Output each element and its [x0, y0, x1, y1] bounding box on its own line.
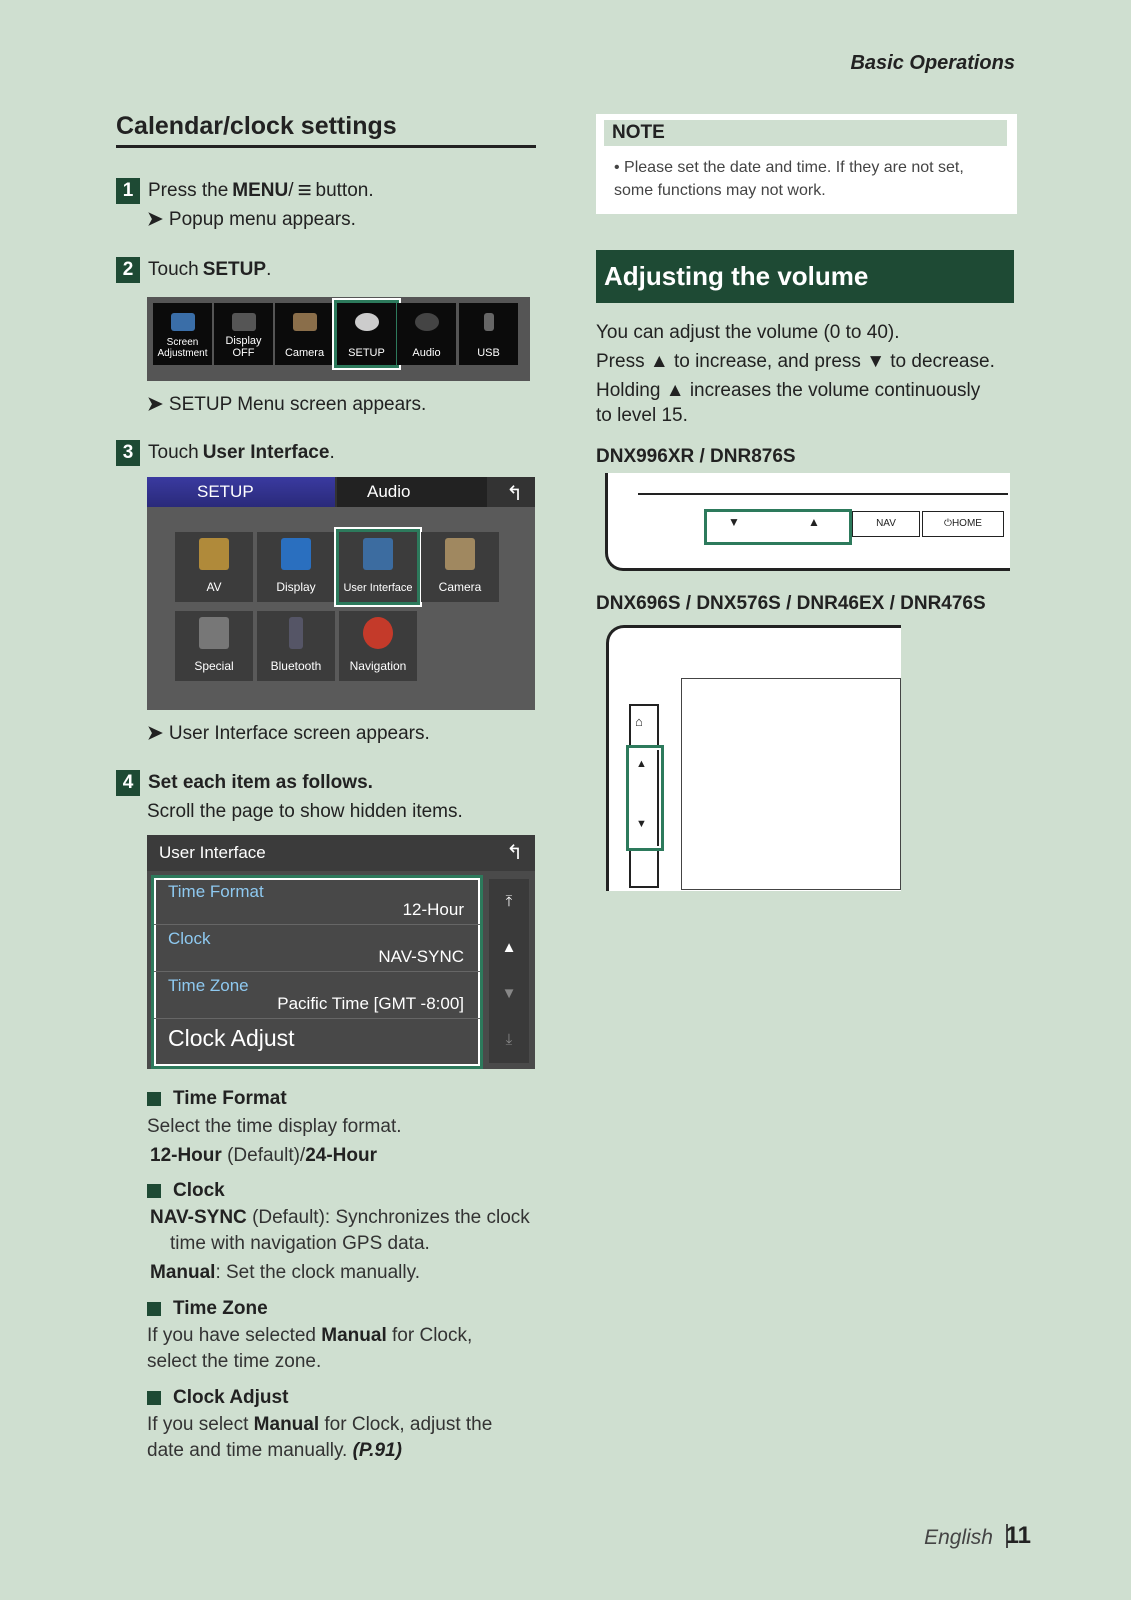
device-illustration-1 [605, 473, 1010, 571]
target-label: User Interface [202, 442, 330, 463]
volume-up-icon[interactable]: ▲ [808, 515, 820, 529]
screen-adjustment-button[interactable]: Screen Adjustment [153, 303, 212, 365]
tile-navigation[interactable]: Navigation [339, 611, 417, 681]
scroll-bottom-icon[interactable]: ⤓ [505, 1031, 513, 1048]
user-interface-screenshot [147, 835, 535, 1069]
arrow-icon: ➤ [147, 209, 163, 230]
tile-display[interactable]: Display [257, 532, 335, 602]
camera-icon [445, 538, 475, 570]
footer-language: English [924, 1526, 993, 1549]
slash: / [288, 180, 294, 201]
step-title: Set each item as follows. [148, 772, 373, 793]
scroll-up-icon[interactable]: ▲ [501, 939, 517, 956]
special-icon [199, 617, 229, 649]
tile-camera[interactable]: Camera [421, 532, 499, 602]
bullet-square-icon [147, 1302, 161, 1316]
step-1-result [147, 208, 356, 231]
clock-option-navsync: NAV-SYNC (Default): Synchronizes the clock [150, 1207, 530, 1228]
result-text: User Interface screen appears. [168, 723, 430, 744]
camera-icon [293, 313, 317, 331]
clock-adjust-desc: If you select Manual for Clock, adjust the [147, 1414, 493, 1435]
volume-desc: You can adjust the volume (0 to 40). Press ▲ to increase, and press ▼ to decrease. Holding ▲ increases the volume continuously to level 15. [596, 322, 995, 426]
volume-up-icon[interactable]: ▲ [636, 758, 647, 770]
navigation-icon [363, 617, 393, 649]
tab-audio[interactable]: Audio [337, 477, 487, 507]
step-text-pre: Touch [148, 442, 199, 463]
bullet-square-icon [147, 1391, 161, 1405]
setup-menu-screenshot [147, 477, 535, 710]
camera-button[interactable]: Camera [275, 303, 334, 365]
popup-menu-screenshot [147, 297, 530, 381]
step-3 [116, 440, 335, 466]
setup-button[interactable]: SETUP [334, 300, 399, 368]
scroll-down-icon[interactable]: ▼ [501, 985, 517, 1002]
time-format-options: 12-Hour (Default)/24-Hour [150, 1145, 378, 1166]
volume-down-icon[interactable]: ▼ [636, 818, 647, 830]
step-text-post: . [329, 442, 335, 463]
step-number: 1 [116, 178, 140, 204]
page-number: 11 [1005, 1522, 1031, 1549]
time-format-desc: Select the time display format. [147, 1116, 402, 1137]
time-zone-desc: If you have selected Manual for Clock, [147, 1325, 473, 1346]
screen-adjustment-icon [171, 313, 195, 331]
step-text-post: . [266, 259, 272, 280]
step-1 [116, 177, 374, 205]
tile-user-interface[interactable]: User Interface [336, 529, 420, 605]
step-2-result [147, 393, 426, 416]
usb-icon [484, 313, 494, 331]
av-icon [199, 538, 229, 570]
clock-option-manual: Manual: Set the clock manually. [150, 1262, 420, 1283]
audio-button[interactable]: Audio [397, 303, 456, 365]
bullet-square-icon [147, 1092, 161, 1106]
ui-settings-list [151, 875, 483, 1069]
step-3-result [147, 722, 430, 745]
speaker-icon [415, 313, 439, 331]
page-reference-link[interactable]: (P.91) [352, 1440, 402, 1461]
home-button[interactable]: ⏻HOME [922, 511, 1004, 537]
display-icon [281, 538, 311, 570]
back-icon[interactable]: ↰ [506, 842, 523, 864]
nav-button[interactable]: NAV [852, 511, 920, 537]
step-text-pre: Press the [148, 180, 229, 201]
clock-adjust-desc-2: date and time manually. (P.91) [147, 1440, 402, 1461]
scroll-top-icon[interactable]: ⤒ [505, 893, 513, 910]
step-number: 4 [116, 770, 140, 796]
device-illustration-2 [606, 625, 901, 891]
tile-special[interactable]: Special [175, 611, 253, 681]
gear-icon [355, 313, 379, 331]
row-clock-adjust[interactable]: Clock Adjust [168, 1025, 295, 1051]
section-header: Basic Operations [850, 52, 1015, 74]
step-number: 3 [116, 440, 140, 466]
setup-tab-bar [147, 477, 535, 507]
heading-clock: Clock [147, 1180, 225, 1202]
result-text: Popup menu appears. [168, 209, 356, 230]
model-label-2: DNX696S / DNX576S / DNR46EX / DNR476S [596, 593, 986, 614]
row-clock[interactable]: Clock NAV-SYNC [154, 925, 480, 972]
note-box [596, 114, 1017, 214]
usb-button[interactable]: USB [459, 303, 518, 365]
heading-time-format: Time Format [147, 1088, 287, 1110]
row-time-zone[interactable]: Time Zone Pacific Time [GMT -8:00] [154, 972, 480, 1019]
down-triangle-icon: ▼ [866, 351, 885, 372]
target-label: SETUP [202, 259, 267, 280]
step-text-post: button. [315, 180, 374, 201]
device-screen [681, 678, 901, 890]
step-4-desc: Scroll the page to show hidden items. [147, 801, 463, 822]
step-4 [116, 770, 377, 796]
heading-clock-adjust: Clock Adjust [147, 1387, 288, 1409]
arrow-icon: ➤ [147, 394, 163, 415]
up-triangle-icon: ▲ [665, 380, 685, 401]
display-off-button[interactable]: Display OFF [214, 303, 273, 365]
note-heading: NOTE [604, 120, 1007, 146]
menu-icon: ≡ [297, 177, 312, 204]
bullet-square-icon [147, 1184, 161, 1198]
user-interface-icon [363, 538, 393, 570]
volume-buttons-highlight [704, 509, 852, 545]
step-number: 2 [116, 257, 140, 283]
step-text-pre: Touch [148, 259, 199, 280]
menu-label: MENU [232, 180, 289, 201]
model-label-1: DNX996XR / DNR876S [596, 446, 796, 467]
section-title: Calendar/clock settings [116, 112, 536, 148]
ui-title-bar: User Interface ↰ [147, 835, 535, 871]
time-zone-desc-2: select the time zone. [147, 1351, 322, 1372]
result-text: SETUP Menu screen appears. [168, 394, 427, 415]
up-triangle-icon: ▲ [649, 351, 669, 372]
scrollbar[interactable] [489, 879, 529, 1063]
tab-setup[interactable]: SETUP [147, 477, 335, 507]
arrow-icon: ➤ [147, 723, 163, 744]
step-2 [116, 257, 271, 283]
tile-av[interactable]: AV [175, 532, 253, 602]
home-icon[interactable]: ⌂ [635, 714, 643, 729]
back-icon[interactable]: ↰ [506, 483, 523, 505]
note-text: • Please set the date and time. If they are not set, some functions may not work. [614, 159, 964, 199]
display-off-icon [232, 313, 256, 331]
tile-bluetooth[interactable]: Bluetooth [257, 611, 335, 681]
clock-option-navsync-cont: time with navigation GPS data. [170, 1233, 430, 1254]
volume-down-icon[interactable]: ▼ [728, 515, 740, 529]
volume-section-title: Adjusting the volume [596, 250, 1014, 303]
heading-time-zone: Time Zone [147, 1298, 268, 1320]
bluetooth-icon [289, 617, 303, 649]
row-time-format[interactable]: Time Format 12-Hour [154, 878, 480, 925]
